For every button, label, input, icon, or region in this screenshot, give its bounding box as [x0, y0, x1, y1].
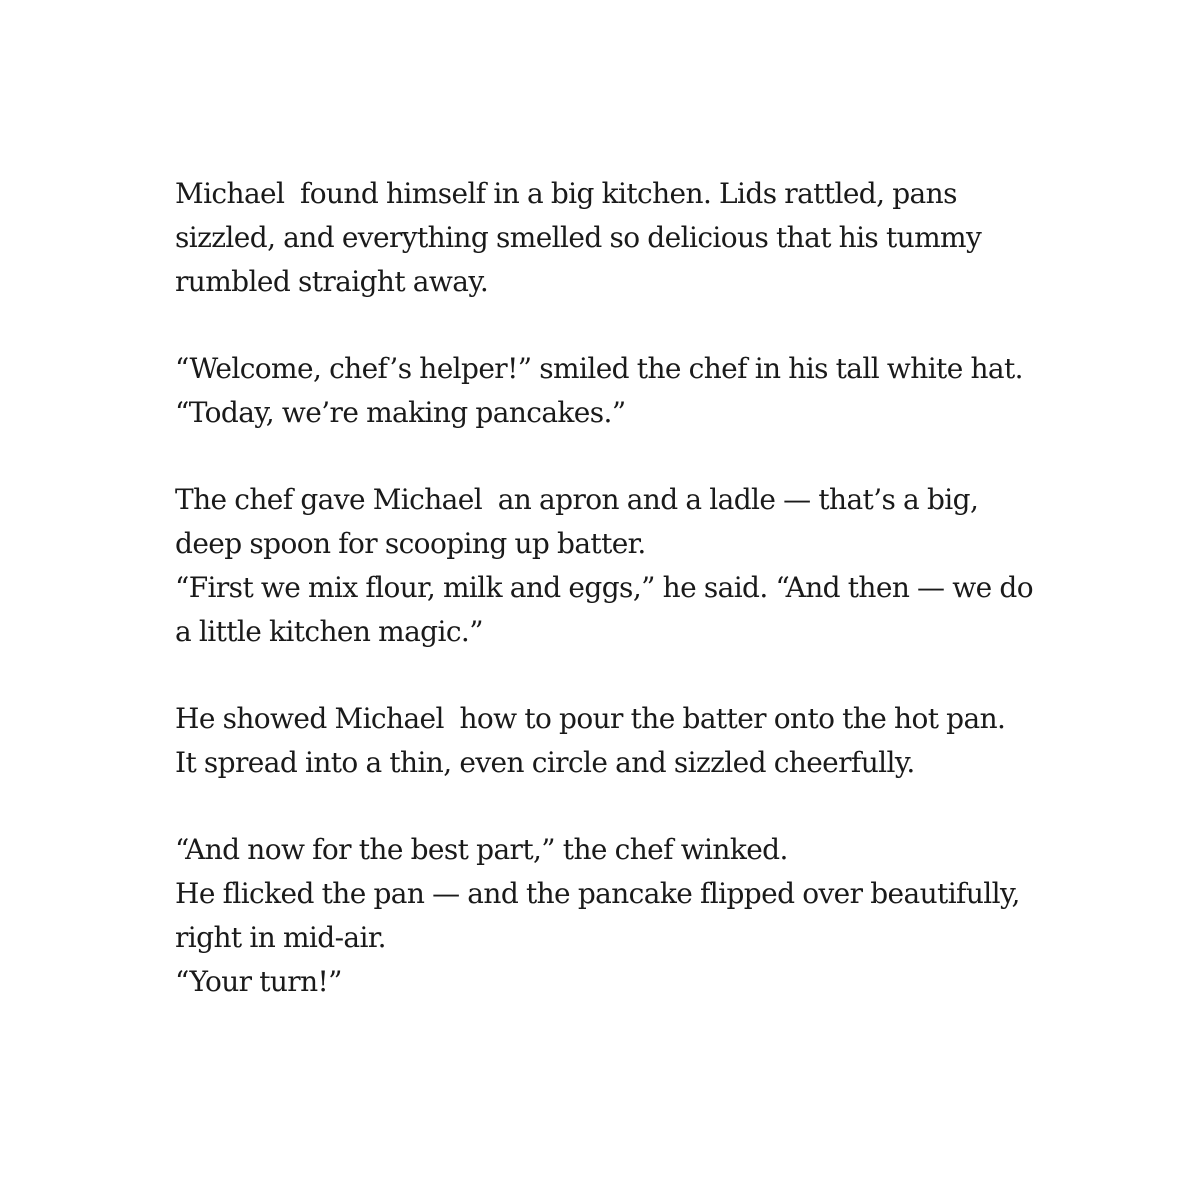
text-line: “Today, we’re making pancakes.” [175, 396, 626, 429]
text-line: a little kitchen magic.” [175, 615, 483, 648]
text-line: “First we mix flour, milk and eggs,” he said. “And then — we do [175, 571, 1033, 604]
paragraph-chef-welcome [175, 347, 1135, 435]
paragraph-pancake-flip [175, 828, 1135, 1004]
text-line: sizzled, and everything smelled so delicious that his tummy [175, 221, 982, 254]
paragraph-apron-ladle [175, 478, 1135, 654]
text-line: right in mid-air. [175, 921, 386, 954]
text-line: “And now for the best part,” the chef winked. [175, 833, 788, 866]
text-line: deep spoon for scooping up batter. [175, 527, 646, 560]
paragraph-kitchen-arrival [175, 172, 1135, 304]
text-line: He showed Michael how to pour the batter onto the hot pan. [175, 702, 1006, 735]
text-line: It spread into a thin, even circle and sizzled cheerfully. [175, 746, 915, 779]
text-line: He flicked the pan — and the pancake flipped over beautifully, [175, 877, 1020, 910]
text-line: “Welcome, chef’s helper!” smiled the chef in his tall white hat. [175, 352, 1023, 385]
story-text [175, 172, 1135, 1004]
text-line: “Your turn!” [175, 965, 342, 998]
text-line: The chef gave Michael an apron and a ladle — that’s a big, [175, 483, 979, 516]
text-line: Michael found himself in a big kitchen. Lids rattled, pans [175, 177, 957, 210]
paragraph-pour-batter [175, 697, 1135, 785]
text-line: rumbled straight away. [175, 265, 489, 298]
